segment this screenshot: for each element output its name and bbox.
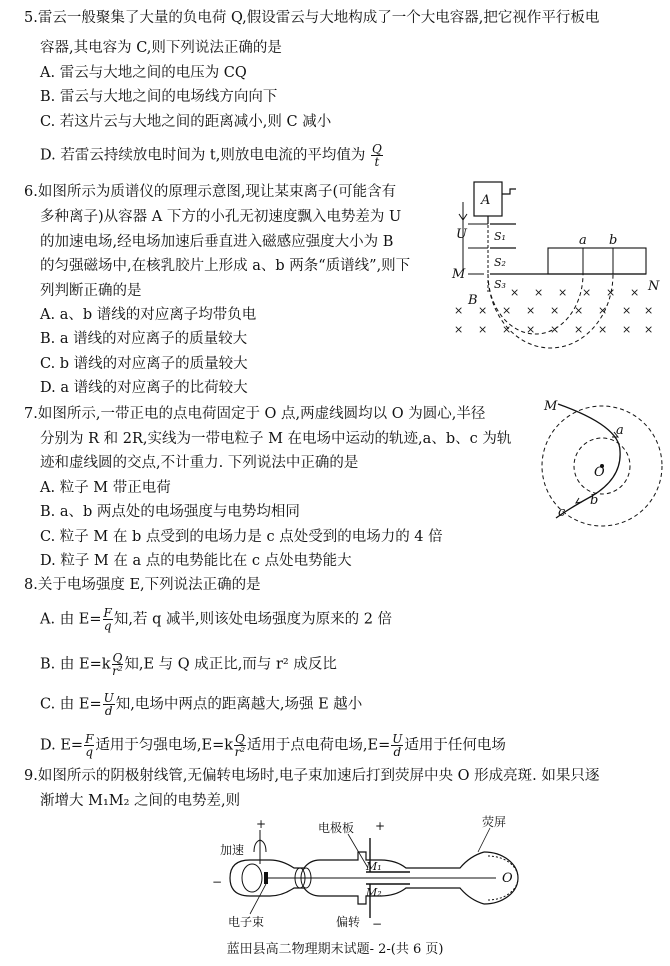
screen-label: 荧屏 (482, 815, 507, 829)
q8-option-d (40, 733, 506, 758)
svg-text:×: × (558, 286, 568, 299)
svg-text:×: × (574, 323, 584, 336)
q5-option-b: B. 雷云与大地之间的电场线方向向下 (40, 89, 278, 105)
svg-text:×: × (478, 323, 488, 336)
option-text: A. 由 E= (40, 611, 102, 628)
svg-text:×: × (526, 323, 536, 336)
q6-stem-line1: 6.如图所示为质谱仪的原理示意图,现让某束离子(可能含有 (24, 184, 397, 200)
q6-option-d: D. a 谱线的对应离子的比荷较大 (40, 380, 248, 396)
q7-stem-line1: 7.如图所示,一带正电的点电荷固定于 O 点,两虚线圆均以 O 为圆心,半径 (24, 406, 486, 422)
point-m-label: M (452, 267, 466, 282)
fraction (391, 733, 403, 758)
point-charge-figure (530, 396, 666, 524)
point-b-label: b (590, 493, 599, 508)
svg-text:×: × (582, 286, 592, 299)
q6-stem-line4: 的匀强磁场中,在核乳胶片上形成 a、b 两条“质谱线”,则下 (40, 258, 411, 274)
option-text: 知,电场中两点的距离越大,场强 E 越小 (115, 696, 363, 713)
q5-option-a: A. 雷云与大地之间的电压为 CQ (40, 65, 247, 81)
page-footer: 蓝田县高二物理期末试题- 2-(共 6 页) (226, 942, 444, 957)
q5-option-d (40, 143, 384, 168)
svg-text:×: × (534, 286, 544, 299)
option-text: D. E= (40, 737, 84, 754)
point-n-label: N (648, 279, 660, 294)
q6-stem-line5: 列判断正确的是 (40, 283, 142, 299)
plate-m2-label: M₂ (366, 886, 382, 899)
q5-stem-line1: 5.雷云一般聚集了大量的负电荷 Q,假设雷云与大地构成了一个大电容器,把它视作平行板电 (24, 10, 600, 26)
q9-stem-line1: 9.如图所示的阴极射线管,无偏转电场时,电子束加速后打到荧屏中央 O 形成亮斑. 如果只逐 (24, 768, 600, 784)
option-text: 适用于点电荷电场,E= (246, 737, 391, 754)
voltage-u-label: U (456, 227, 467, 242)
fraction-numerator: Q (235, 732, 245, 746)
fraction-denominator: r² (234, 745, 246, 759)
q6-option-a: A. a、b 谱线的对应离子均带负电 (40, 307, 257, 323)
fraction-denominator: d (393, 745, 402, 759)
slit-s1-label: S₁ (494, 230, 506, 243)
fraction-numerator: Q (371, 142, 382, 156)
mass-spectrometer-figure (448, 180, 660, 340)
point-a-label: a (616, 423, 624, 438)
fraction-numerator: Q (112, 651, 123, 665)
container-a-label: A (481, 193, 491, 208)
line-a-label: a (579, 233, 587, 248)
center-o-label: O (594, 465, 605, 480)
svg-text:×: × (630, 286, 640, 299)
fraction-denominator: d (104, 704, 113, 718)
fraction (112, 652, 124, 677)
q6-option-b: B. a 谱线的对应离子的质量较大 (40, 331, 248, 347)
magnetic-field-crosses (454, 286, 653, 336)
svg-text:×: × (550, 323, 560, 336)
center-o-label: O (502, 871, 513, 886)
svg-text:×: × (606, 286, 616, 299)
svg-text:×: × (526, 304, 536, 317)
plus-sign: + (256, 817, 267, 831)
fraction (371, 143, 383, 168)
svg-text:×: × (622, 323, 632, 336)
q6-stem-line3: 的加速电场,经电场加速后垂直进入磁感应强度大小为 B (40, 234, 394, 250)
q7-option-a: A. 粒子 M 带正电荷 (40, 480, 171, 496)
q5-option-c: C. 若这片云与大地之间的距离减小,则 C 减小 (40, 114, 332, 130)
option-text: 适用于匀强电场,E=k (95, 737, 234, 754)
svg-text:×: × (644, 304, 654, 317)
point-c-label: c (558, 505, 566, 520)
option-text: 知,若 q 减半,则该处电场强度为原来的 2 倍 (113, 611, 393, 628)
svg-text:×: × (550, 304, 560, 317)
q8-option-a (40, 607, 392, 632)
svg-text:×: × (454, 304, 464, 317)
electron-beam-label: 电子束 (228, 915, 265, 929)
fraction (103, 692, 115, 717)
q8-option-b (40, 652, 337, 677)
fraction-denominator: r² (112, 664, 123, 678)
option-text: 适用于任何电场 (404, 737, 506, 754)
svg-text:×: × (598, 304, 608, 317)
q6-stem-line2: 多种离子)从容器 A 下方的小孔无初速度飘入电势差为 U (40, 209, 402, 225)
minus-sign: − (372, 917, 383, 931)
accelerate-label: 加速 (220, 843, 245, 857)
fraction-numerator: U (103, 691, 114, 705)
q5-option-d-text: D. 若雷云持续放电时间为 t,则放电电流的平均值为 (40, 147, 366, 164)
deflection-label: 偏转 (336, 915, 361, 929)
q6-option-c: C. b 谱线的对应离子的质量较大 (40, 356, 248, 372)
fraction-denominator: q (103, 619, 112, 633)
fraction (103, 607, 113, 632)
fraction-numerator: F (85, 732, 94, 746)
q8-option-c (40, 692, 362, 717)
svg-text:×: × (622, 304, 632, 317)
q9-stem-line2: 渐增大 M₁M₂ 之间的电势差,则 (40, 793, 241, 809)
svg-text:×: × (644, 323, 654, 336)
slit-s3-label: S₃ (494, 278, 506, 291)
q7-stem-line2: 分别为 R 和 2R,实线为一带电粒子 M 在电场中运动的轨迹,a、b、c 为轨 (40, 431, 512, 447)
fraction (234, 733, 246, 758)
fraction-numerator: F (103, 606, 112, 620)
option-text: C. 由 E= (40, 696, 102, 713)
svg-text:×: × (502, 304, 512, 317)
q8-stem: 8.关于电场强度 E,下列说法正确的是 (24, 577, 261, 593)
svg-text:×: × (510, 286, 520, 299)
plate-m1-label: M₁ (366, 860, 382, 873)
fraction (84, 733, 94, 758)
minus-sign: − (212, 875, 223, 889)
plus-sign: + (375, 819, 386, 833)
q5-stem-line2: 容器,其电容为 C,则下列说法正确的是 (40, 40, 282, 56)
fraction-numerator: U (392, 732, 403, 746)
svg-text:×: × (478, 304, 488, 317)
cathode-ray-tube-figure (210, 812, 530, 932)
svg-text:×: × (502, 323, 512, 336)
q7-stem-line3: 迹和虚线圆的交点,不计重力. 下列说法中正确的是 (40, 455, 359, 471)
particle-m-label: M (544, 399, 558, 414)
q7-option-b: B. a、b 两点处的电场强度与电势均相同 (40, 504, 300, 520)
fraction-denominator: t (374, 155, 380, 169)
option-text: 知,E 与 Q 成正比,而与 r² 成反比 (124, 656, 337, 673)
q7-option-c: C. 粒子 M 在 b 点受到的电场力是 c 点处受到的电场力的 4 倍 (40, 529, 443, 545)
svg-text:×: × (454, 323, 464, 336)
svg-text:×: × (574, 304, 584, 317)
option-text: B. 由 E=k (40, 656, 111, 673)
electrode-plates-label: 电极板 (318, 821, 355, 835)
line-b-label: b (609, 233, 618, 248)
q7-option-d: D. 粒子 M 在 a 点的电势能比在 c 点处电势能大 (40, 553, 352, 569)
slit-s2-label: S₂ (494, 256, 506, 269)
svg-text:×: × (598, 323, 608, 336)
field-b-label: B (468, 293, 478, 308)
fraction-denominator: q (85, 745, 94, 759)
